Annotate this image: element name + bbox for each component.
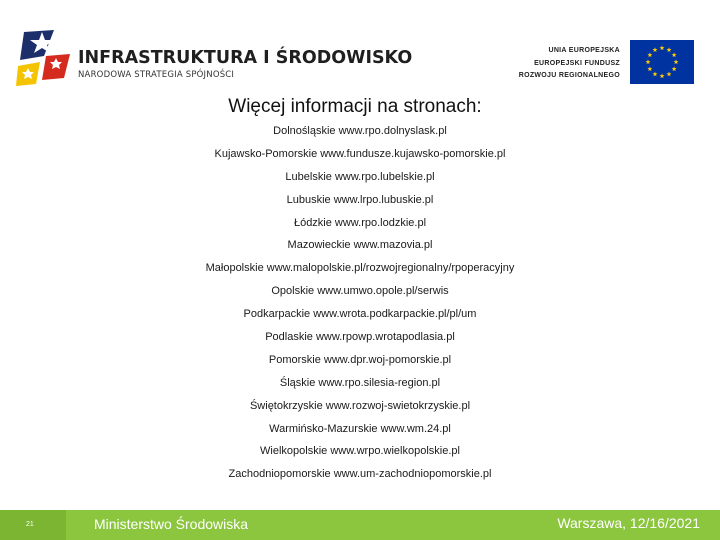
footer-bar — [0, 510, 720, 540]
page-heading-text: Więcej informacji na stronach: — [228, 96, 482, 117]
list-item[interactable]: Mazowieckie www.mazovia.pl — [287, 239, 433, 252]
page-heading — [0, 96, 720, 118]
list-item[interactable]: Podlaskie www.rpowp.wrotapodlasia.pl — [265, 331, 455, 344]
infrastruktura-logo-icon — [14, 26, 76, 88]
list-item[interactable]: Łódzkie www.rpo.lodzkie.pl — [293, 216, 427, 229]
eu-flag-icon — [630, 40, 694, 84]
list-item[interactable]: Zachodniopomorskie www.um-zachodniopomorskie.pl — [228, 468, 492, 481]
program-logo — [14, 26, 413, 88]
list-item[interactable]: Świętokrzyskie www.rozwoj-swietokrzyskie.pl — [249, 399, 471, 412]
slide-number-box — [0, 510, 66, 540]
list-item[interactable]: Śląskie www.rpo.silesia-region.pl — [279, 376, 441, 389]
logo-title: INFRASTRUKTURA I ŚRODOWISKO — [78, 48, 413, 68]
eu-text-line: EUROPEJSKI FUNDUSZ — [534, 59, 620, 67]
slide-number: 21 — [26, 521, 34, 528]
eu-text-line: UNIA EUROPEJSKA — [548, 47, 620, 54]
logo-subtitle: NARODOWA STRATEGIA SPÓJNOŚCI — [78, 70, 235, 80]
eu-text-line: ROZWOJU REGIONALNEGO — [518, 72, 620, 79]
list-item[interactable]: Opolskie www.umwo.opole.pl/serwis — [271, 285, 449, 298]
list-item[interactable]: Lubuskie www.lrpo.lubuskie.pl — [286, 193, 434, 206]
list-item[interactable]: Warmińsko-Mazurskie www.wm.24.pl — [269, 422, 451, 435]
list-item[interactable]: Wielkopolskie www.wrpo.wielkopolskie.pl — [260, 445, 460, 458]
eu-text — [500, 45, 620, 83]
footer-date: Warszawa, 12/16/2021 — [557, 515, 700, 531]
list-item[interactable]: Kujawsko-Pomorskie www.fundusze.kujawsko-pomorskie.pl — [214, 147, 506, 160]
regional-links-list — [0, 121, 720, 487]
list-item[interactable]: Dolnośląskie www.rpo.dolnyslask.pl — [273, 125, 447, 137]
list-item[interactable]: Podkarpackie www.wrota.podkarpackie.pl/pl/um — [243, 308, 477, 321]
list-item[interactable]: Pomorskie www.dpr.woj-pomorskie.pl — [268, 353, 452, 366]
footer-organization: Ministerstwo Środowiska — [94, 516, 249, 532]
list-item[interactable]: Lubelskie www.rpo.lubelskie.pl — [285, 170, 435, 183]
list-item[interactable]: Małopolskie www.malopolskie.pl/rozwojregionalny/rpoperacyjny — [205, 262, 515, 275]
